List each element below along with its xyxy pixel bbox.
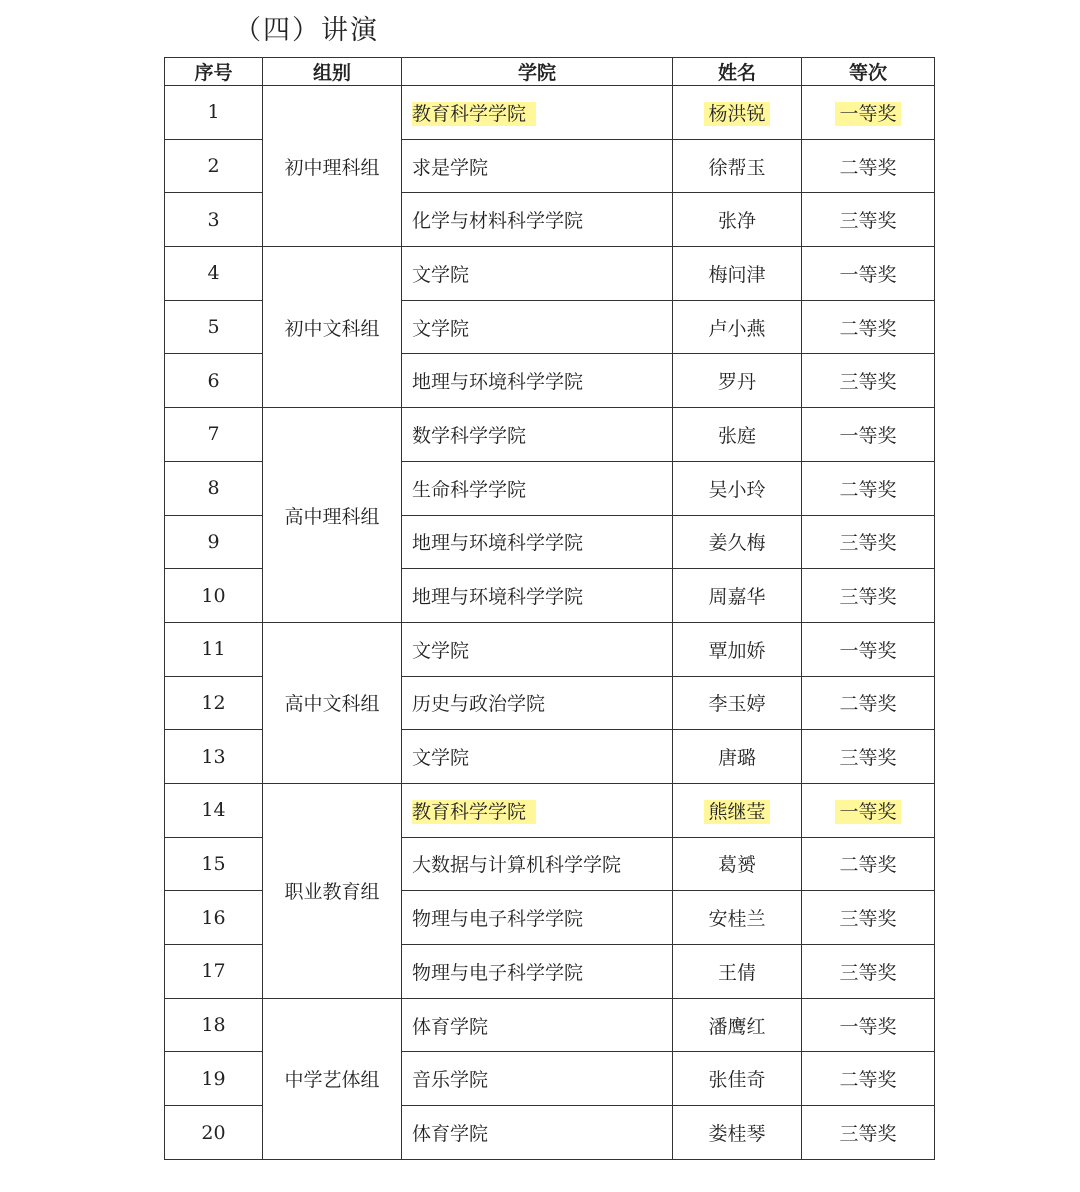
- cell-rank-text: 二等奖: [839, 156, 897, 179]
- cell-group: 职业教育组: [263, 783, 402, 998]
- cell-rank-text: 二等奖: [839, 478, 897, 501]
- cell-no: 8: [165, 461, 263, 515]
- cell-college: [402, 837, 673, 891]
- cell-college-text: 文学院: [412, 747, 470, 770]
- cell-no: 12: [165, 676, 263, 730]
- table-row: [165, 998, 935, 1052]
- cell-college: [402, 461, 673, 515]
- cell-college-text: 文学院: [412, 263, 470, 286]
- cell-rank-text: 一等奖: [839, 639, 897, 662]
- cell-college-text: 化学与材料科学学院: [412, 210, 584, 233]
- cell-no: 4: [165, 247, 263, 301]
- cell-no: 20: [165, 1106, 263, 1160]
- cell-rank-text: 三等奖: [839, 210, 897, 233]
- cell-rank: [802, 622, 935, 676]
- cell-rank: [802, 86, 935, 140]
- cell-rank: [802, 408, 935, 462]
- cell-rank: [802, 354, 935, 408]
- cell-college-text: 教育科学学院: [412, 800, 536, 824]
- cell-name: [673, 354, 802, 408]
- cell-college-text: 体育学院: [412, 1015, 489, 1038]
- cell-name-text: 娄桂琴: [708, 1123, 766, 1146]
- cell-college-text: 生命科学学院: [412, 478, 527, 501]
- cell-rank-text: 三等奖: [839, 532, 897, 555]
- cell-rank-text: 一等奖: [839, 263, 897, 286]
- cell-name: [673, 86, 802, 140]
- cell-rank: [802, 837, 935, 891]
- cell-college: [402, 622, 673, 676]
- cell-college: [402, 247, 673, 301]
- cell-rank-text: 二等奖: [839, 693, 897, 716]
- table-header-row: [165, 58, 935, 86]
- cell-no: 10: [165, 569, 263, 623]
- cell-college: [402, 1106, 673, 1160]
- cell-no: 13: [165, 730, 263, 784]
- cell-college-text: 物理与电子科学学院: [412, 908, 584, 931]
- cell-group: 初中文科组: [263, 247, 402, 408]
- cell-name-text: 卢小燕: [708, 317, 766, 340]
- cell-no: 9: [165, 515, 263, 569]
- cell-college: [402, 945, 673, 999]
- cell-name-text: 覃加娇: [708, 639, 766, 662]
- cell-college: [402, 515, 673, 569]
- cell-college: [402, 300, 673, 354]
- cell-rank-text: 三等奖: [839, 586, 897, 609]
- cell-rank-text: 三等奖: [839, 908, 897, 931]
- cell-name: [673, 676, 802, 730]
- cell-college: [402, 891, 673, 945]
- table-row: [165, 247, 935, 301]
- cell-group: 初中理科组: [263, 86, 402, 247]
- section-title: （四）讲演: [234, 15, 379, 46]
- cell-rank-text: 一等奖: [839, 424, 897, 447]
- cell-name: [673, 1052, 802, 1106]
- cell-name: [673, 891, 802, 945]
- cell-group: 高中文科组: [263, 622, 402, 783]
- cell-college: [402, 783, 673, 837]
- cell-name: [673, 300, 802, 354]
- cell-name: [673, 730, 802, 784]
- table-row: [165, 86, 935, 140]
- cell-college-text: 历史与政治学院: [412, 693, 546, 716]
- cell-college-text: 求是学院: [412, 156, 489, 179]
- cell-no: 2: [165, 139, 263, 193]
- awards-table: [164, 57, 935, 1160]
- cell-no: 15: [165, 837, 263, 891]
- cell-rank-text: 二等奖: [839, 317, 897, 340]
- cell-college: [402, 1052, 673, 1106]
- cell-no: 19: [165, 1052, 263, 1106]
- cell-no: 7: [165, 408, 263, 462]
- cell-name-text: 葛赟: [717, 854, 756, 877]
- cell-no: 6: [165, 354, 263, 408]
- cell-college-text: 地理与环境科学学院: [412, 371, 584, 394]
- table-row: [165, 783, 935, 837]
- cell-rank-text: 三等奖: [839, 961, 897, 984]
- cell-name: [673, 247, 802, 301]
- cell-college: [402, 139, 673, 193]
- cell-no: 3: [165, 193, 263, 247]
- cell-name: [673, 569, 802, 623]
- cell-rank: [802, 891, 935, 945]
- cell-name-text: 周嘉华: [708, 586, 766, 609]
- cell-name: [673, 945, 802, 999]
- header-name: 姓名: [673, 58, 802, 86]
- cell-no: 14: [165, 783, 263, 837]
- cell-rank: [802, 783, 935, 837]
- cell-college-text: 体育学院: [412, 1123, 489, 1146]
- cell-college-text: 文学院: [412, 639, 470, 662]
- cell-college-text: 教育科学学院: [412, 102, 536, 126]
- cell-no: 5: [165, 300, 263, 354]
- table-row: [165, 622, 935, 676]
- cell-name: [673, 783, 802, 837]
- cell-college-text: 大数据与计算机科学学院: [412, 854, 622, 877]
- cell-name-text: 李玉婷: [708, 693, 766, 716]
- cell-name-text: 罗丹: [717, 371, 756, 394]
- cell-rank-text: 一等奖: [835, 102, 900, 126]
- table-row: [165, 408, 935, 462]
- cell-college: [402, 408, 673, 462]
- cell-rank: [802, 676, 935, 730]
- cell-college-text: 数学科学学院: [412, 424, 527, 447]
- cell-college-text: 音乐学院: [412, 1069, 489, 1092]
- cell-rank: [802, 1052, 935, 1106]
- cell-name-text: 姜久梅: [708, 532, 766, 555]
- cell-rank: [802, 247, 935, 301]
- cell-rank: [802, 945, 935, 999]
- cell-college: [402, 86, 673, 140]
- cell-rank: [802, 139, 935, 193]
- cell-no: 1: [165, 86, 263, 140]
- cell-name: [673, 461, 802, 515]
- cell-name-text: 梅问津: [708, 263, 766, 286]
- cell-college: [402, 569, 673, 623]
- cell-name-text: 王倩: [717, 961, 756, 984]
- cell-name-text: 熊继莹: [704, 800, 769, 824]
- cell-no: 18: [165, 998, 263, 1052]
- cell-name-text: 唐璐: [717, 747, 756, 770]
- cell-rank-text: 二等奖: [839, 854, 897, 877]
- cell-name-text: 徐帮玉: [708, 156, 766, 179]
- cell-name-text: 张佳奇: [708, 1069, 766, 1092]
- cell-college: [402, 193, 673, 247]
- header-group: 组别: [263, 58, 402, 86]
- cell-rank: [802, 730, 935, 784]
- cell-college-text: 物理与电子科学学院: [412, 961, 584, 984]
- cell-rank-text: 三等奖: [839, 371, 897, 394]
- cell-rank: [802, 1106, 935, 1160]
- cell-name: [673, 1106, 802, 1160]
- cell-name: [673, 193, 802, 247]
- cell-college-text: 地理与环境科学学院: [412, 586, 584, 609]
- cell-college-text: 文学院: [412, 317, 470, 340]
- cell-group: 高中理科组: [263, 408, 402, 623]
- cell-rank-text: 一等奖: [839, 1015, 897, 1038]
- cell-name: [673, 837, 802, 891]
- cell-name: [673, 139, 802, 193]
- cell-rank-text: 三等奖: [839, 1123, 897, 1146]
- cell-college: [402, 676, 673, 730]
- cell-name-text: 吴小玲: [708, 478, 766, 501]
- cell-rank: [802, 569, 935, 623]
- cell-name-text: 杨洪锐: [704, 102, 769, 126]
- cell-rank: [802, 515, 935, 569]
- header-college: 学院: [402, 58, 673, 86]
- table-body: [165, 86, 935, 1160]
- cell-rank: [802, 461, 935, 515]
- header-rank: 等次: [802, 58, 935, 86]
- cell-group: 中学艺体组: [263, 998, 402, 1159]
- cell-no: 11: [165, 622, 263, 676]
- cell-rank-text: 三等奖: [839, 747, 897, 770]
- cell-college-text: 地理与环境科学学院: [412, 532, 584, 555]
- cell-rank-text: 一等奖: [835, 800, 900, 824]
- cell-name: [673, 622, 802, 676]
- cell-name: [673, 515, 802, 569]
- cell-college: [402, 730, 673, 784]
- cell-college: [402, 354, 673, 408]
- cell-college: [402, 998, 673, 1052]
- cell-name-text: 潘鹰红: [708, 1015, 766, 1038]
- cell-name: [673, 998, 802, 1052]
- header-no: 序号: [165, 58, 263, 86]
- cell-rank: [802, 300, 935, 354]
- cell-name-text: 张净: [717, 210, 756, 233]
- cell-no: 17: [165, 945, 263, 999]
- cell-name-text: 张庭: [717, 424, 756, 447]
- cell-rank-text: 二等奖: [839, 1069, 897, 1092]
- cell-name-text: 安桂兰: [708, 908, 766, 931]
- cell-rank: [802, 998, 935, 1052]
- cell-rank: [802, 193, 935, 247]
- cell-no: 16: [165, 891, 263, 945]
- cell-name: [673, 408, 802, 462]
